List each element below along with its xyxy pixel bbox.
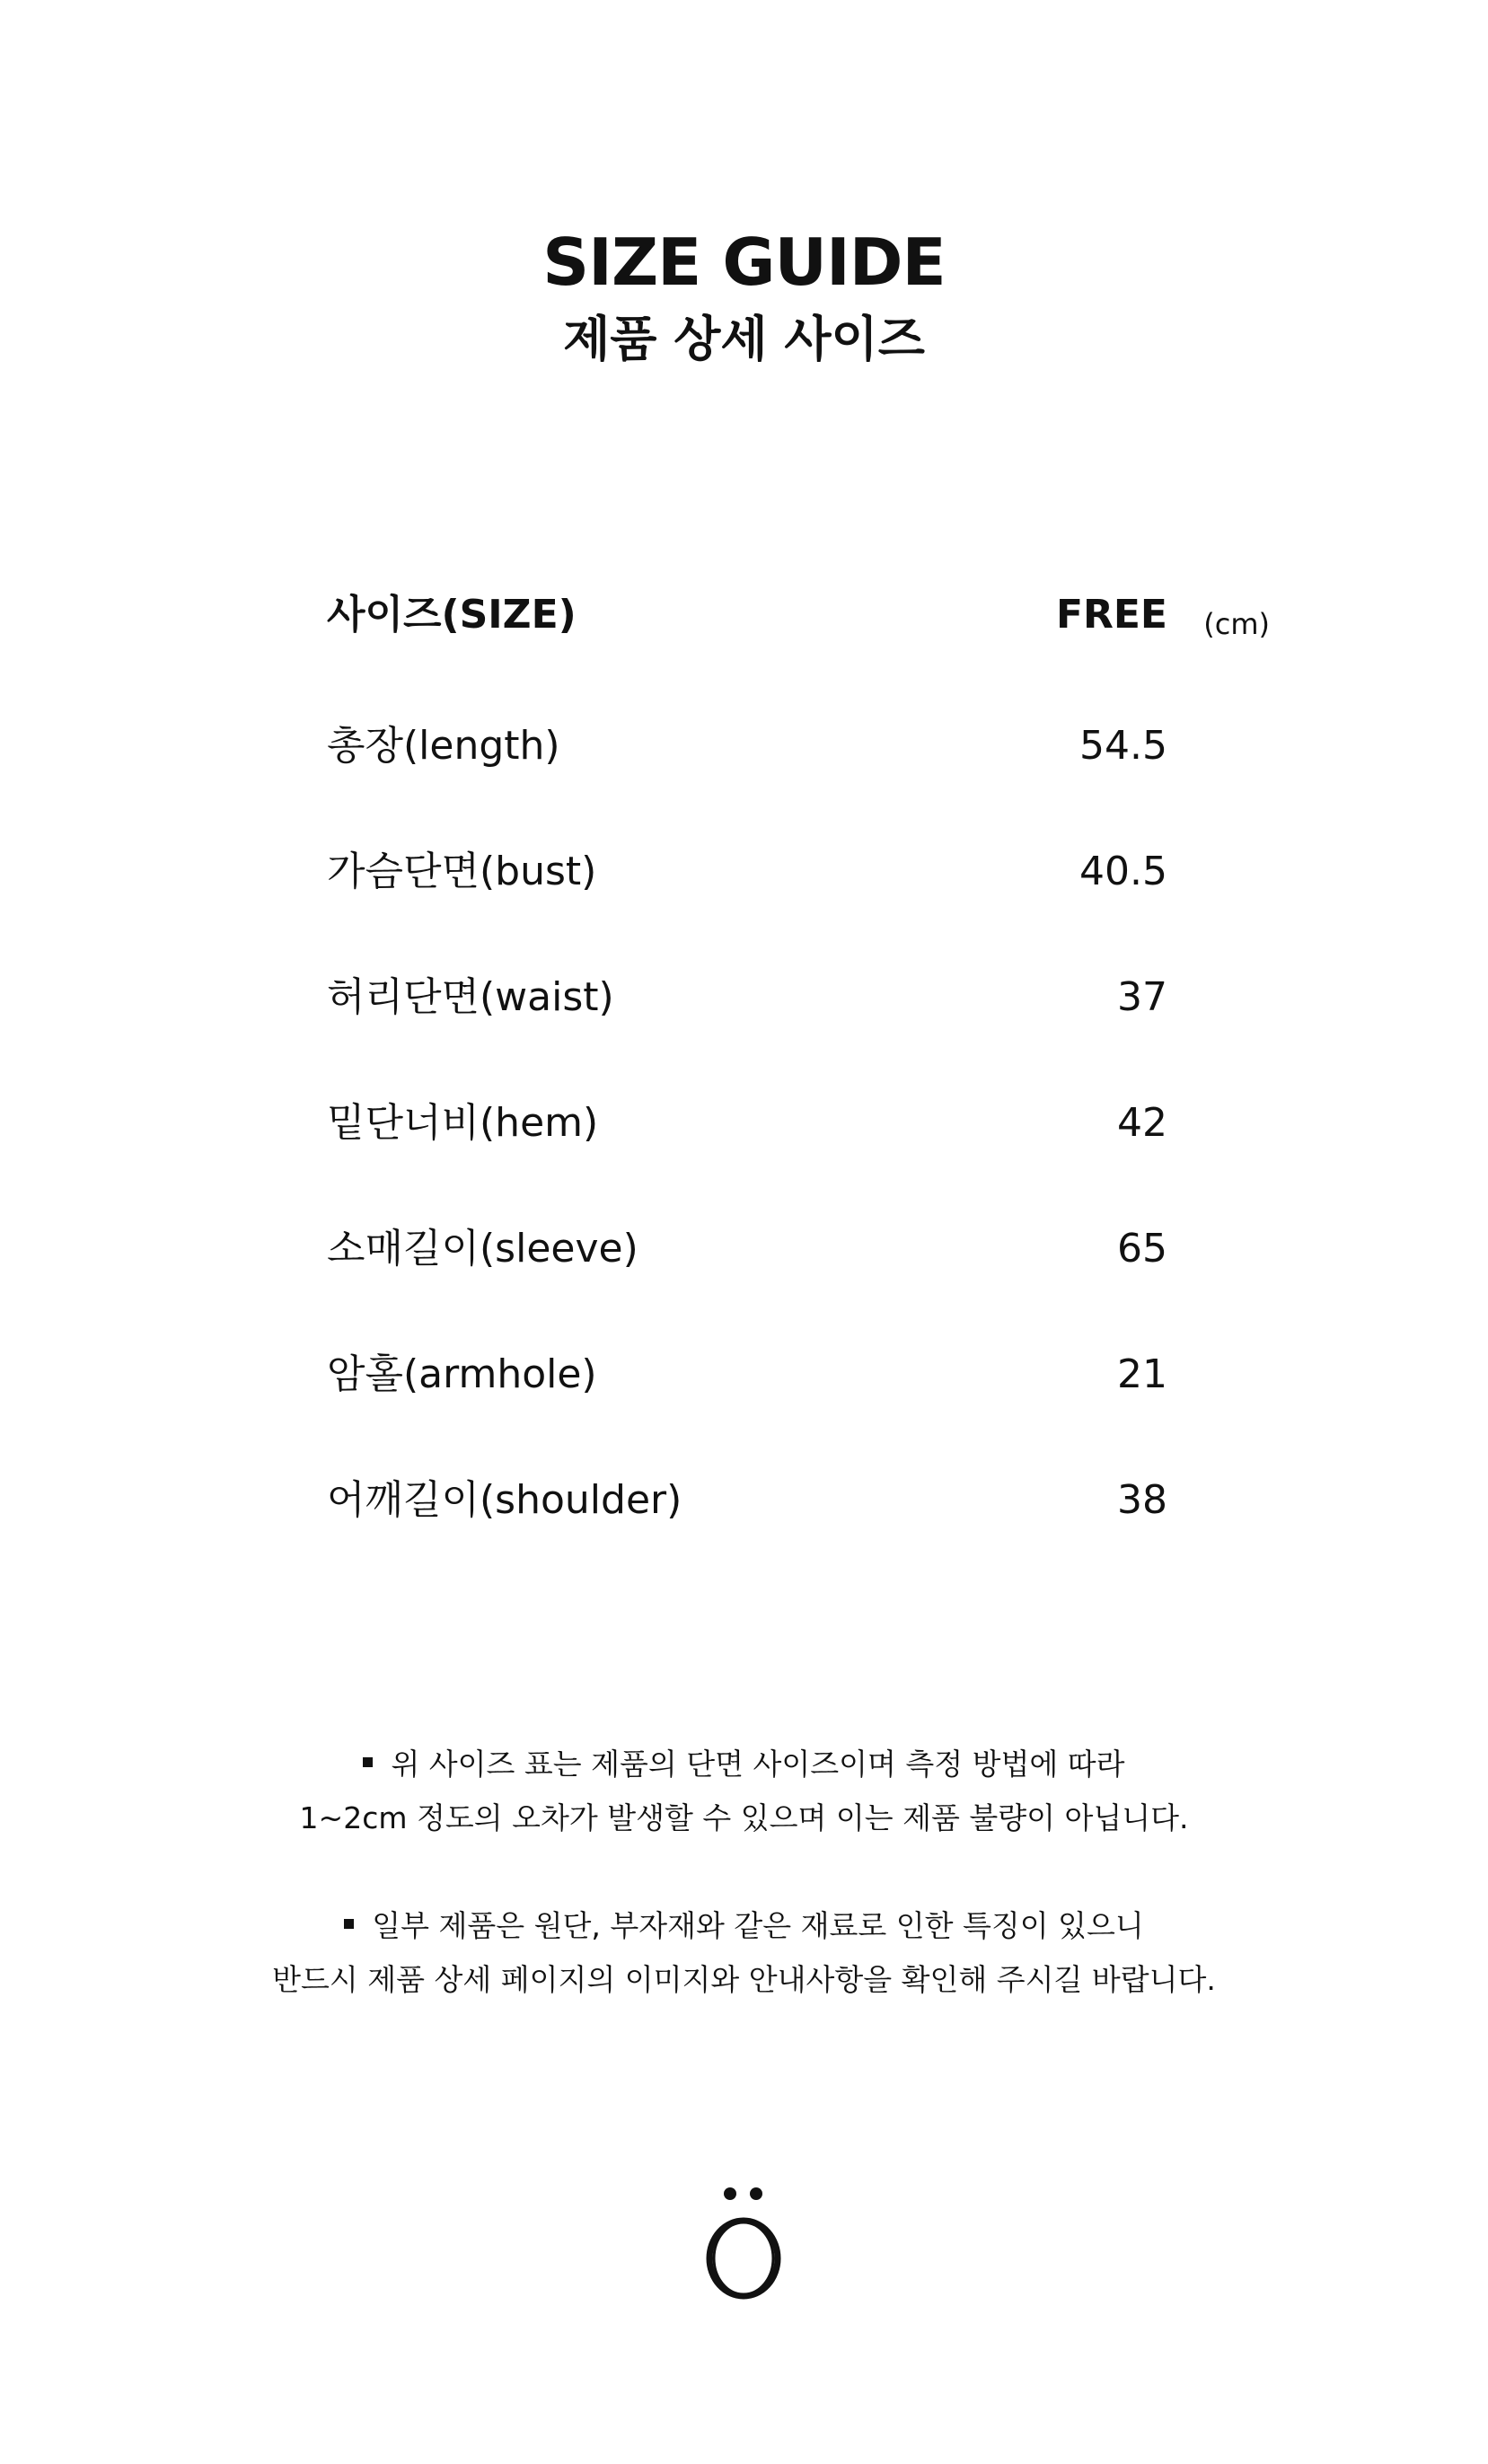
table-row <box>327 1083 1270 1209</box>
table-row <box>327 1460 1270 1586</box>
bullet-icon <box>363 1757 373 1767</box>
note-text: 위 사이즈 표는 제품의 단면 사이즈이며 측정 방법에 따라 <box>391 1747 1125 1782</box>
size-header-label: 사이즈(SIZE) <box>327 592 577 638</box>
unit-label: (cm) <box>1203 607 1270 641</box>
table-row <box>327 1334 1270 1460</box>
row-label: 밑단너비(hem) <box>327 1100 599 1146</box>
o-umlaut-logo-icon <box>699 2178 788 2303</box>
row-value: 21 <box>1117 1351 1167 1397</box>
note-text: 1~2cm 정도의 오차가 발생할 수 있으며 이는 제품 불량이 아닙니다. <box>299 1800 1189 1835</box>
brand-logo <box>699 2178 788 2303</box>
row-value: 54.5 <box>1079 723 1167 769</box>
size-header-free: FREE <box>1055 592 1167 638</box>
page-title: SIZE GUIDE <box>542 224 946 300</box>
row-label: 어깨길이(shoulder) <box>327 1477 682 1523</box>
note-line <box>0 1791 1488 1845</box>
row-value: 37 <box>1117 974 1167 1020</box>
table-row <box>327 957 1270 1083</box>
note-line <box>0 1953 1488 2007</box>
note-line <box>0 1738 1488 1791</box>
measurement-note <box>0 1738 1488 1845</box>
row-value: 65 <box>1117 1226 1167 1272</box>
row-value: 38 <box>1117 1477 1167 1523</box>
note-text: 반드시 제품 상세 페이지의 이미지와 안내사항을 확인해 주시길 바랍니다. <box>272 1962 1216 1997</box>
row-label: 소매길이(sleeve) <box>327 1226 638 1272</box>
page-subtitle: 제품 상세 사이즈 <box>563 311 925 367</box>
size-table-header <box>327 575 1270 706</box>
table-row <box>327 1209 1270 1334</box>
row-label: 암홀(armhole) <box>327 1351 597 1397</box>
material-note <box>0 1899 1488 2007</box>
table-row <box>327 832 1270 957</box>
table-row <box>327 706 1270 832</box>
row-label: 총장(length) <box>327 723 560 769</box>
row-value: 40.5 <box>1079 849 1167 894</box>
bullet-icon <box>344 1919 354 1929</box>
note-text: 일부 제품은 원단, 부자재와 같은 재료로 인한 특징이 있으니 <box>372 1908 1144 1943</box>
row-label: 가슴단면(bust) <box>327 849 597 894</box>
row-value: 42 <box>1117 1100 1167 1146</box>
row-label: 허리단면(waist) <box>327 974 614 1020</box>
size-table <box>327 575 1270 1586</box>
note-line <box>0 1899 1488 1953</box>
